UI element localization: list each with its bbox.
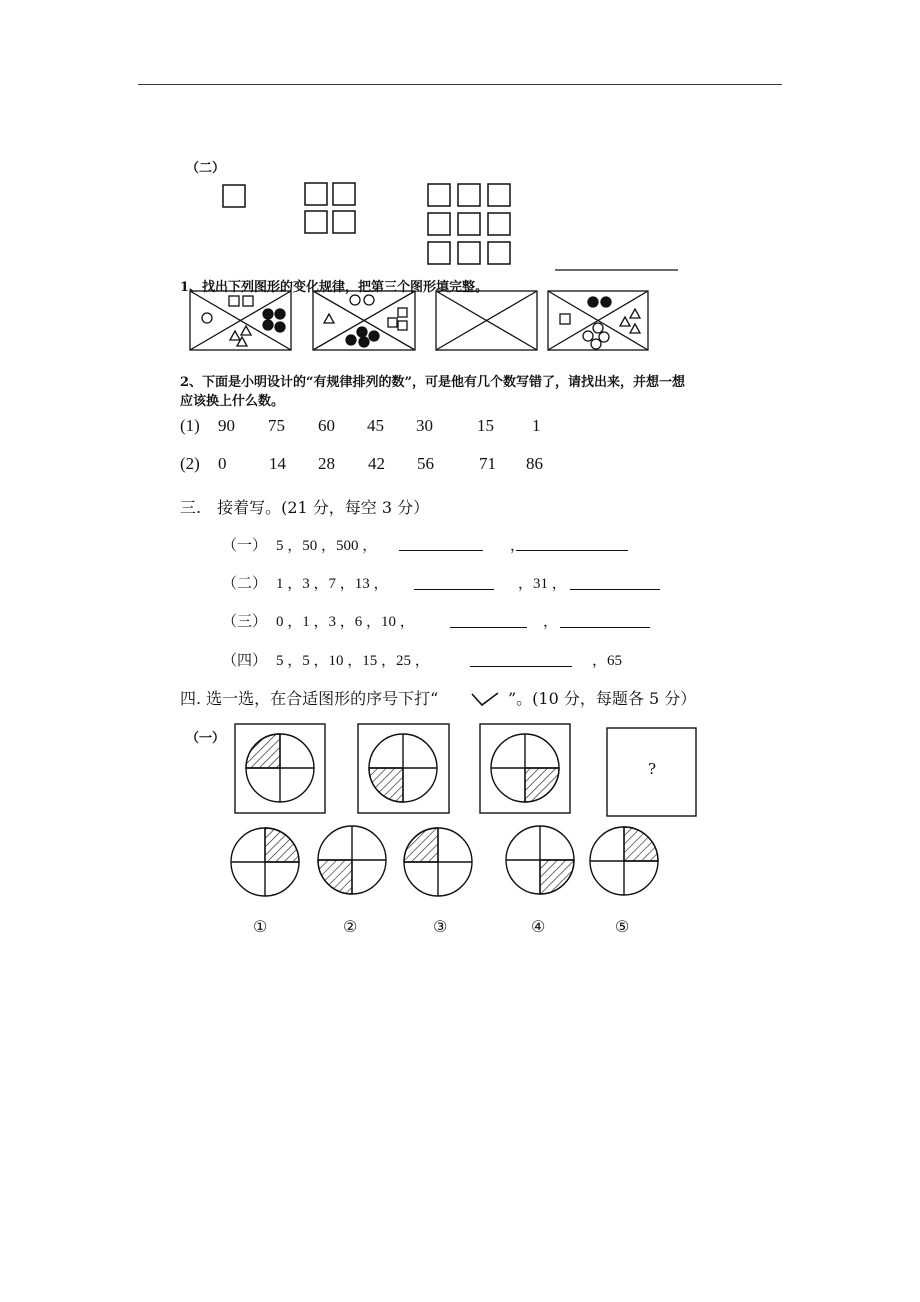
s3-row-2-label: （二） (222, 576, 268, 592)
number: 90 (218, 416, 235, 435)
number: 56 (417, 454, 434, 473)
s4-sub-label: （一） (186, 731, 226, 746)
number: 14 (269, 454, 286, 473)
number: 60 (318, 416, 335, 435)
s3-row-3-text: 0 ，1 ，3 ，6 ，10 ， (276, 614, 415, 630)
question-mark: ? (648, 760, 657, 778)
q2-text-line2: 应该换上什么数。 (180, 394, 285, 409)
s3-row-4-tail: ，65 (592, 653, 623, 669)
s3-row-4-text: 5 ，5 ，10 ，15 ，25 ， (276, 653, 430, 669)
s3-row-3-label: （三） (222, 614, 268, 630)
number: 1 (532, 416, 541, 435)
number: 15 (477, 416, 494, 435)
number: 42 (368, 454, 385, 473)
s3-row-2-text: 1 ，3 ，7 ，13 ， (276, 576, 389, 592)
q1-text: 1、找出下列图形的变化规律，把第三个图形填完整。 (180, 280, 489, 295)
s3-row-1-text: 5 ，50 ，500 ， (276, 538, 378, 554)
number: 30 (416, 416, 433, 435)
number: 45 (367, 416, 384, 435)
s3-row-3-sep: ， (543, 614, 559, 630)
sequence-figure-3 (480, 724, 570, 813)
number: 71 (479, 454, 496, 473)
option-label-5[interactable]: ⑤ (615, 917, 630, 936)
number: 28 (318, 454, 335, 473)
s3-row-1-sep: ， (510, 538, 526, 554)
q2-text-line1: 2、下面是小明设计的“有规律排列的数”，可是他有几个数写错了，请找出来，并想一想 (180, 375, 686, 390)
number: 0 (218, 454, 227, 473)
option-label-3[interactable]: ③ (433, 917, 448, 936)
row-label: (1) (180, 416, 200, 435)
section4-heading-part1: 四. 选一选，在合适图形的序号下打“ (180, 689, 439, 708)
number: 75 (268, 416, 285, 435)
number: 86 (526, 454, 543, 473)
sequence-figure-1 (235, 724, 325, 813)
option-label-4[interactable]: ④ (531, 917, 546, 936)
option-figure-5 (590, 827, 658, 895)
option-label-2[interactable]: ② (343, 917, 358, 936)
option-figure-3 (404, 828, 472, 896)
section4-heading-part2: ”。(10 分，每题各 5 分） (508, 689, 697, 708)
part-two-label: （二） (186, 161, 226, 176)
option-label-1[interactable]: ① (253, 917, 268, 936)
s3-row-2-sep: ，31 ， (518, 576, 567, 592)
row-label: (2) (180, 454, 200, 473)
section3-heading: 三. 接着写。(21 分，每空 3 分） (180, 498, 430, 517)
option-figure-2 (318, 826, 386, 894)
sequence-figure-2 (358, 724, 449, 813)
s3-row-4-label: （四） (222, 653, 268, 669)
option-figure-4 (506, 826, 574, 894)
option-figure-1 (231, 828, 299, 896)
s3-row-1-label: （一） (222, 538, 268, 554)
